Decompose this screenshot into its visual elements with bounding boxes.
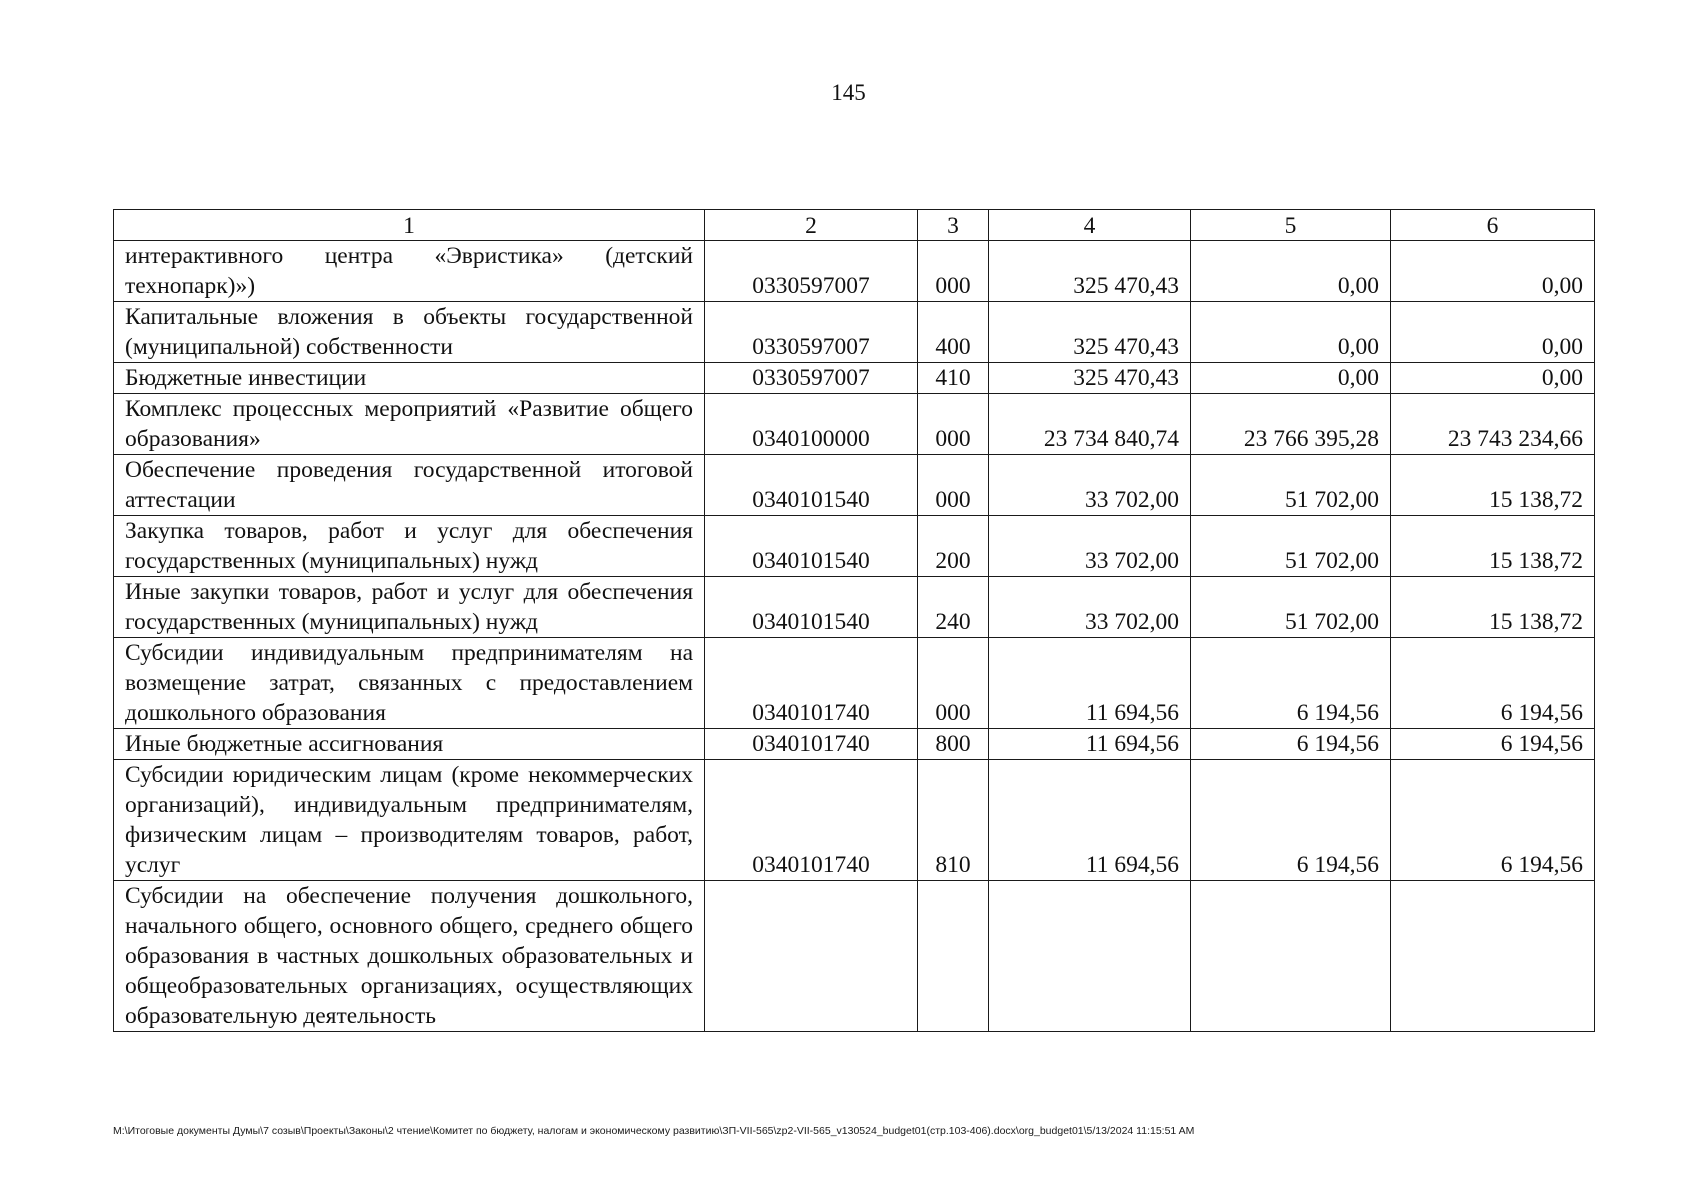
row-amount-col4: 33 702,00 [989,577,1191,638]
column-header: 2 [705,210,918,241]
row-amount-col4: 23 734 840,74 [989,394,1191,455]
row-amount-col6: 15 138,72 [1391,577,1595,638]
row-target-code: 0330597007 [705,241,918,302]
row-name: Обеспечение проведения государственной итоговой аттестации [114,455,705,516]
row-target-code: 0340101540 [705,577,918,638]
row-name: Закупка товаров, работ и услуг для обеспечения государственных (муниципальных) нужд [114,516,705,577]
row-name: Бюджетные инвестиции [114,363,705,394]
row-amount-col5: 23 766 395,28 [1191,394,1391,455]
row-target-code: 0340101740 [705,729,918,760]
row-name: Капитальные вложения в объекты государственной (муниципальной) собственности [114,302,705,363]
row-target-code: 0340101740 [705,760,918,881]
table-row [114,516,1595,577]
row-amount-col4: 11 694,56 [989,760,1191,881]
row-expense-type [918,881,989,1032]
row-amount-col5: 0,00 [1191,363,1391,394]
row-amount-col5: 51 702,00 [1191,516,1391,577]
table-row [114,729,1595,760]
row-amount-col6: 0,00 [1391,363,1595,394]
row-expense-type: 800 [918,729,989,760]
table-row [114,394,1595,455]
row-amount-col5: 51 702,00 [1191,577,1391,638]
row-amount-col6: 6 194,56 [1391,729,1595,760]
row-target-code: 0340100000 [705,394,918,455]
row-expense-type: 810 [918,760,989,881]
row-amount-col6: 23 743 234,66 [1391,394,1595,455]
row-name: Иные закупки товаров, работ и услуг для обеспечения государственных (муниципальных) нужд [114,577,705,638]
row-expense-type: 000 [918,241,989,302]
row-amount-col6: 15 138,72 [1391,516,1595,577]
row-amount-col4: 33 702,00 [989,516,1191,577]
row-amount-col5: 6 194,56 [1191,638,1391,729]
row-amount-col6: 15 138,72 [1391,455,1595,516]
row-name: Субсидии юридическим лицам (кроме некоммерческих организаций), индивидуальным предпринимателям, физическим лицам – производителям товаров, работ, услуг [114,760,705,881]
row-expense-type: 000 [918,394,989,455]
table-row [114,881,1595,1032]
column-header: 6 [1391,210,1595,241]
row-expense-type: 400 [918,302,989,363]
budget-table [113,209,1595,1032]
row-name: интерактивного центра «Эвристика» (детский технопарк)») [114,241,705,302]
row-amount-col6 [1391,881,1595,1032]
page-number: 145 [831,80,866,105]
row-amount-col4: 11 694,56 [989,729,1191,760]
column-header: 3 [918,210,989,241]
footer-file-path: М:\Итоговые документы Думы\7 созыв\Проекты\Законы\2 чтение\Комитет по бюджету, налогам и экономическому развитию\ЗП-VII-565\zp2-VII-565_v130524_budget01(стр.103-406).docx\org_budget01\5/13/2024 11:15:51 AM [113,1125,1195,1137]
row-target-code: 0340101540 [705,516,918,577]
row-amount-col6: 6 194,56 [1391,638,1595,729]
row-amount-col5: 0,00 [1191,302,1391,363]
row-amount-col5: 0,00 [1191,241,1391,302]
table-row [114,241,1595,302]
row-target-code: 0330597007 [705,363,918,394]
column-header: 1 [114,210,705,241]
row-expense-type: 000 [918,455,989,516]
row-expense-type: 240 [918,577,989,638]
row-target-code: 0330597007 [705,302,918,363]
row-amount-col5 [1191,881,1391,1032]
row-name: Иные бюджетные ассигнования [114,729,705,760]
row-amount-col5: 51 702,00 [1191,455,1391,516]
row-amount-col4: 325 470,43 [989,241,1191,302]
table-row [114,302,1595,363]
row-amount-col4: 33 702,00 [989,455,1191,516]
row-amount-col4 [989,881,1191,1032]
column-header: 4 [989,210,1191,241]
row-expense-type: 410 [918,363,989,394]
row-amount-col5: 6 194,56 [1191,729,1391,760]
row-amount-col4: 11 694,56 [989,638,1191,729]
row-expense-type: 200 [918,516,989,577]
row-amount-col6: 0,00 [1391,302,1595,363]
table-row [114,760,1595,881]
row-name: Субсидии на обеспечение получения дошкольного, начального общего, основного общего, среднего общего образования в частных дошкольных образовательных и общеобразовательных организациях, осуществляющих образовательную деятельность [114,881,705,1032]
row-amount-col4: 325 470,43 [989,302,1191,363]
row-target-code: 0340101740 [705,638,918,729]
table-row [114,455,1595,516]
table-row [114,577,1595,638]
column-header: 5 [1191,210,1391,241]
table-row [114,638,1595,729]
row-name: Комплекс процессных мероприятий «Развитие общего образования» [114,394,705,455]
table-row [114,363,1595,394]
row-name: Субсидии индивидуальным предпринимателям на возмещение затрат, связанных с предоставлением дошкольного образования [114,638,705,729]
row-amount-col5: 6 194,56 [1191,760,1391,881]
row-target-code [705,881,918,1032]
row-amount-col6: 0,00 [1391,241,1595,302]
row-expense-type: 000 [918,638,989,729]
row-amount-col4: 325 470,43 [989,363,1191,394]
row-target-code: 0340101540 [705,455,918,516]
table-header-row [114,210,1595,241]
row-amount-col6: 6 194,56 [1391,760,1595,881]
